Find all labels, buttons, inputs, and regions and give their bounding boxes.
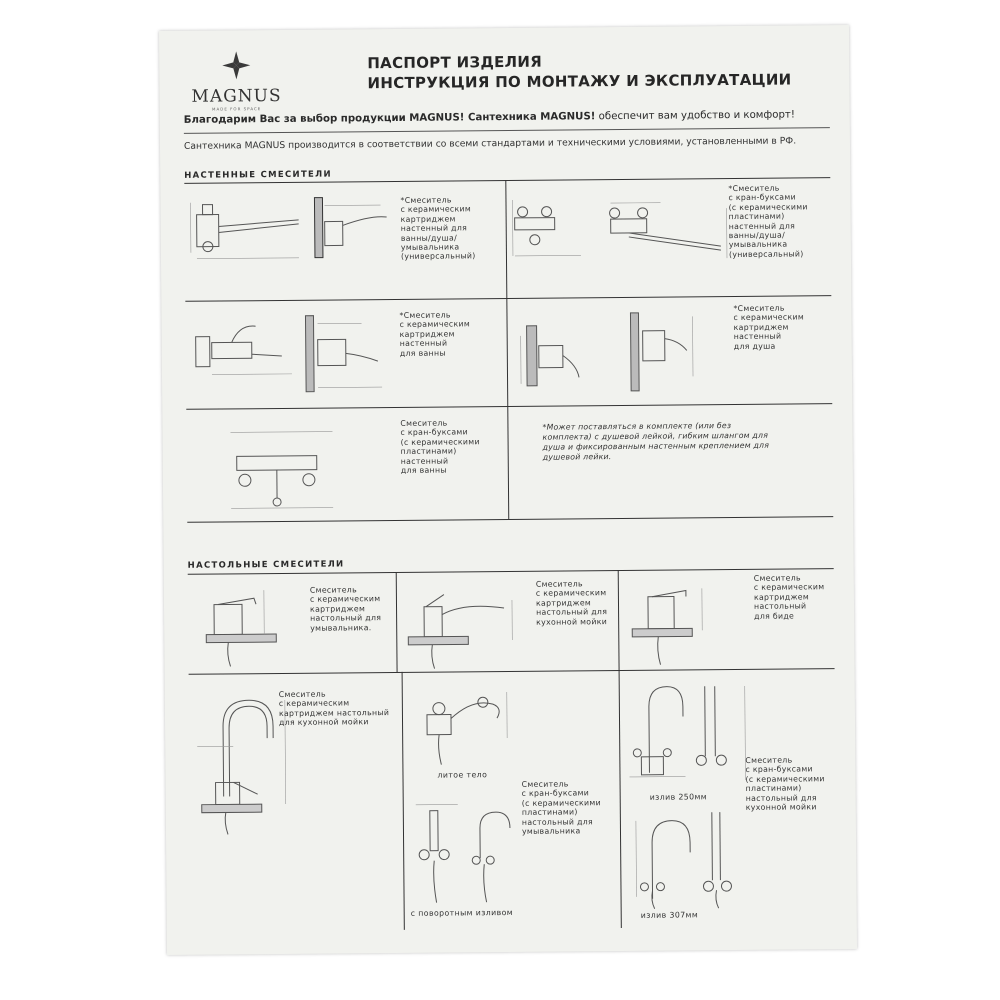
kitchen-mixer-307-drawing <box>628 806 759 911</box>
grid-divider <box>185 295 831 302</box>
two-handle-wall-mixer-front-drawing <box>600 188 731 269</box>
brand-tagline: MADE FOR SPACE <box>212 106 262 112</box>
wall-mixer-description-5: Смеситель с кран-буксами (с керамическими пластинами) настенный для ванны <box>400 418 480 475</box>
title-line-2: ИНСТРУКЦИЯ ПО МОНТАЖУ И ЭКСПЛУАТАЦИИ <box>367 70 792 93</box>
section-heading-table: НАСТОЛЬНЫЕ СМЕСИТЕЛИ <box>187 559 345 571</box>
table-mixer-description-1: Смеситель с керамическим картриджем настольный для умывальника. <box>309 585 382 633</box>
universal-wall-mixer-drawing <box>188 192 319 265</box>
table-mixer-description-2: Смеситель с керамическим картриджем настольный для кухонной мойки <box>535 579 608 627</box>
magnus-star-icon <box>221 50 251 80</box>
shower-mixer-drawing <box>516 315 607 394</box>
instruction-sheet <box>159 25 857 955</box>
standards-text: Сантехника MAGNUS производится в соответствии со всеми стандартами и техническими условиями, установленными в РФ. <box>183 135 797 152</box>
wall-mixer-description-3: *Смеситель с керамическим картриджем настенный для ванны <box>399 310 471 358</box>
grid-divider <box>396 572 398 672</box>
caption-cast-body: литое тело <box>437 770 488 780</box>
caption-spout-250: излив 250мм <box>649 792 708 802</box>
brand-name: MAGNUS <box>191 85 282 107</box>
caption-swivel-spout: с поворотным изливом <box>410 907 514 918</box>
grid-divider <box>186 403 832 410</box>
title-line-1: ПАСПОРТ ИЗДЕЛИЯ <box>367 52 543 73</box>
grid-divider <box>619 670 622 928</box>
swivel-spout-mixer-drawing <box>410 798 531 909</box>
shower-mixer-side-drawing <box>626 306 707 397</box>
kitchen-mixer-250-drawing <box>625 676 766 789</box>
document-title <box>367 50 791 94</box>
bath-mixer-side-drawing <box>301 309 402 400</box>
section-heading-wall: НАСТЕННЫЕ СМЕСИТЕЛИ <box>184 169 332 181</box>
two-handle-wall-mixer-drawing <box>510 189 601 262</box>
caption-spout-307: излив 307мм <box>640 910 699 920</box>
universal-wall-mixer-side-drawing <box>310 191 391 264</box>
wall-mixer-description-2: *Смеситель с кран-буксами (с керамическими пластинами) настенный для ванны/душа/ умывальника (универсальный) <box>728 183 808 259</box>
table-mixer-description-5: Смеситель с кран-буксами (с керамическими пластинами) настольный для умывальника <box>521 779 601 836</box>
table-mixer-description-3: Смеситель с керамическим картриджем настольный для биде <box>753 573 825 621</box>
grid-divider <box>187 516 833 523</box>
thanks-rest: обеспечит вам удобство и комфорт! <box>595 109 795 123</box>
basin-mixer-drawing <box>204 580 285 671</box>
two-handle-bath-mixer-drawing <box>222 421 343 514</box>
wall-mixer-description-1: *Смеситель с керамическим картриджем настенный для ванны/душа/ умывальника (универсальный) <box>400 195 476 262</box>
thanks-text <box>184 109 795 125</box>
shower-kit-note: *Может поставляться в комплекте (или без комплекта) с душевой лейкой, гибким шлангом для душа и фиксированным настенным креплением для душевой лейки. <box>542 421 770 462</box>
table-mixer-description-4: Смеситель с керамическим картриджем настольный для кухонной мойки <box>278 689 390 728</box>
kitchen-mixer-drawing <box>404 580 535 671</box>
bidet-mixer-drawing <box>626 574 727 667</box>
header-rule <box>184 127 830 134</box>
grid-divider <box>402 672 405 930</box>
table-mixer-description-6: Смеситель с кран-буксами (с керамическими пластинами) настольный для кухонной мойки <box>745 755 825 812</box>
thanks-bold: Благодарим Вас за выбор продукции MAGNUS! Сантехника MAGNUS! <box>183 111 596 126</box>
brand-logo <box>181 50 292 112</box>
grid-divider <box>505 180 509 520</box>
grid-divider <box>618 570 620 670</box>
bath-mixer-drawing <box>191 312 302 393</box>
wall-mixer-description-4: *Смеситель с керамическим картриджем настенный для душа <box>733 303 805 351</box>
two-handle-basin-mixer-drawing <box>413 678 524 769</box>
